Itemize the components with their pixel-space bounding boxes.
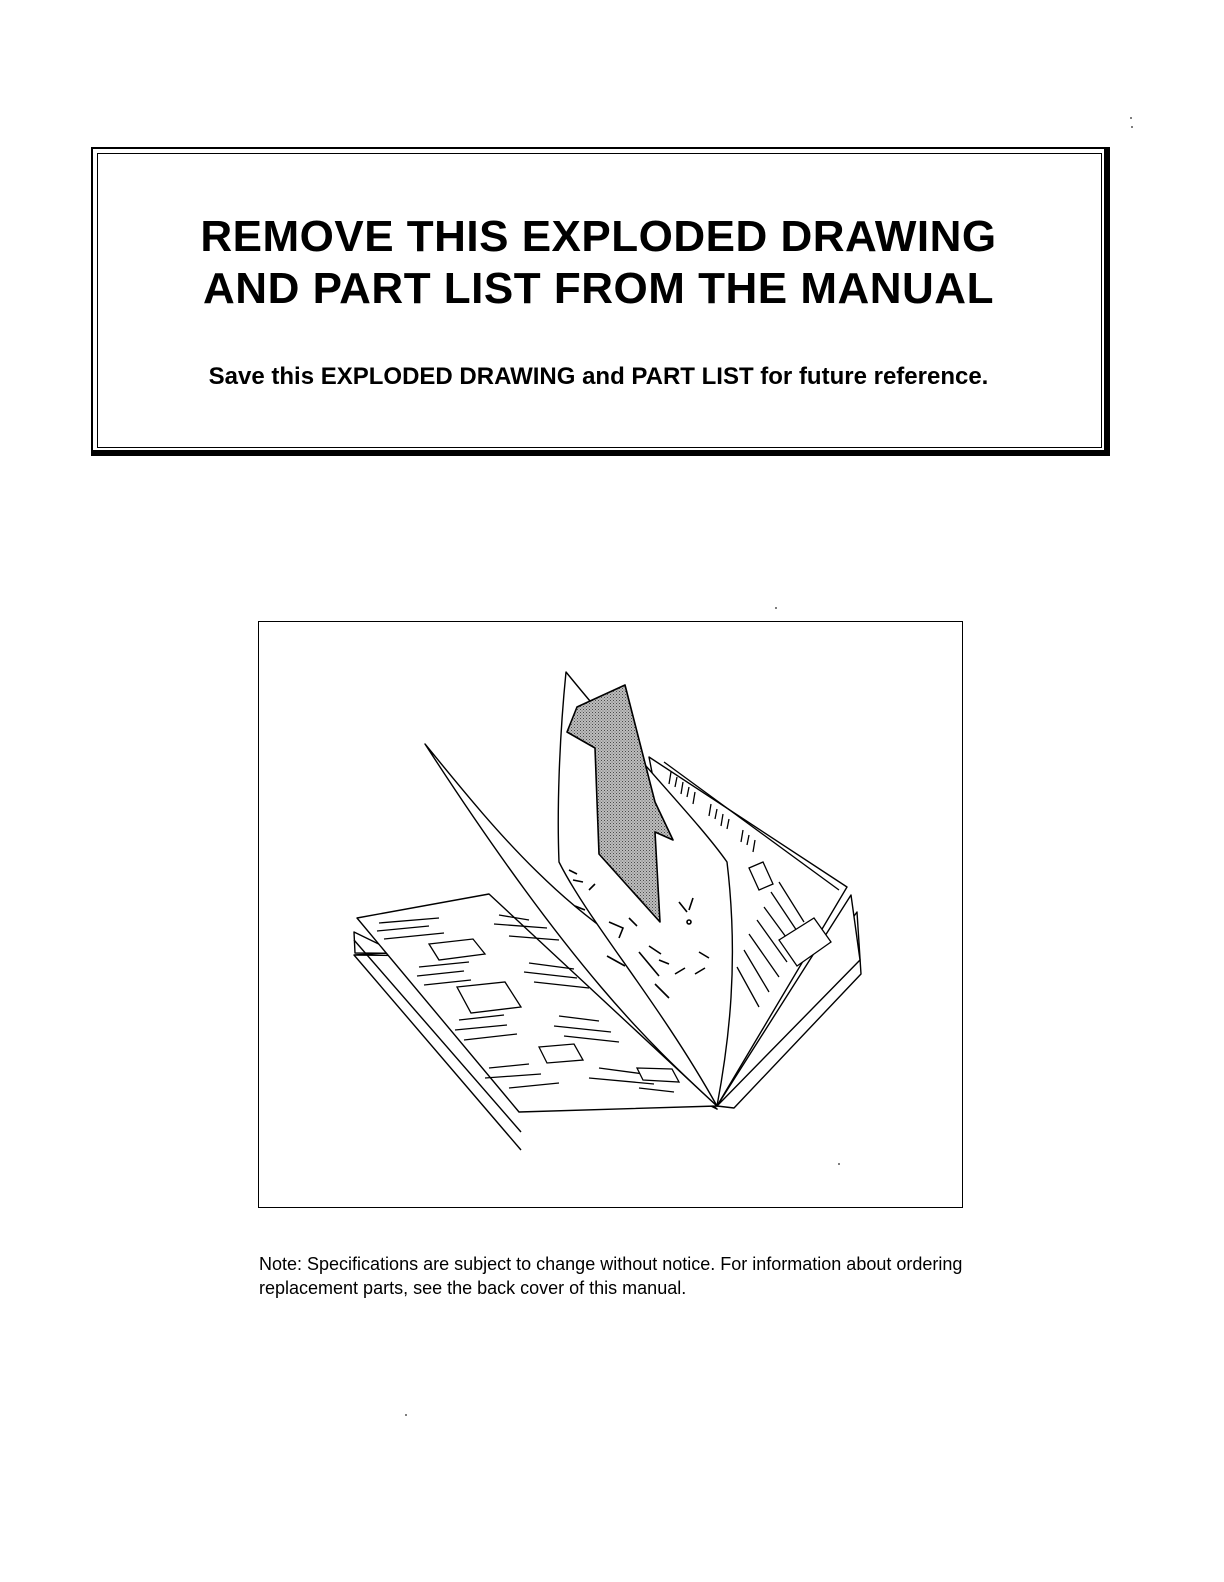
headline-line-1: REMOVE THIS EXPLODED DRAWING	[200, 212, 997, 261]
subline: Save this EXPLODED DRAWING and PART LIST for future reference.	[208, 363, 989, 390]
scan-speck	[1131, 126, 1133, 128]
headline	[93, 211, 1104, 315]
scan-speck	[838, 1163, 840, 1165]
notice-box	[91, 147, 1110, 456]
scan-speck	[1130, 117, 1132, 119]
figure-frame	[258, 621, 963, 1208]
note-text: Note: Specifications are subject to change without notice. For information about ordering replacement parts, see the back cover of this manual.	[259, 1254, 963, 1298]
scan-speck	[405, 1414, 407, 1416]
headline-line-2: AND PART LIST FROM THE MANUAL	[203, 264, 994, 313]
scan-speck	[775, 607, 777, 609]
open-manual-with-arrow-icon	[259, 622, 961, 1206]
